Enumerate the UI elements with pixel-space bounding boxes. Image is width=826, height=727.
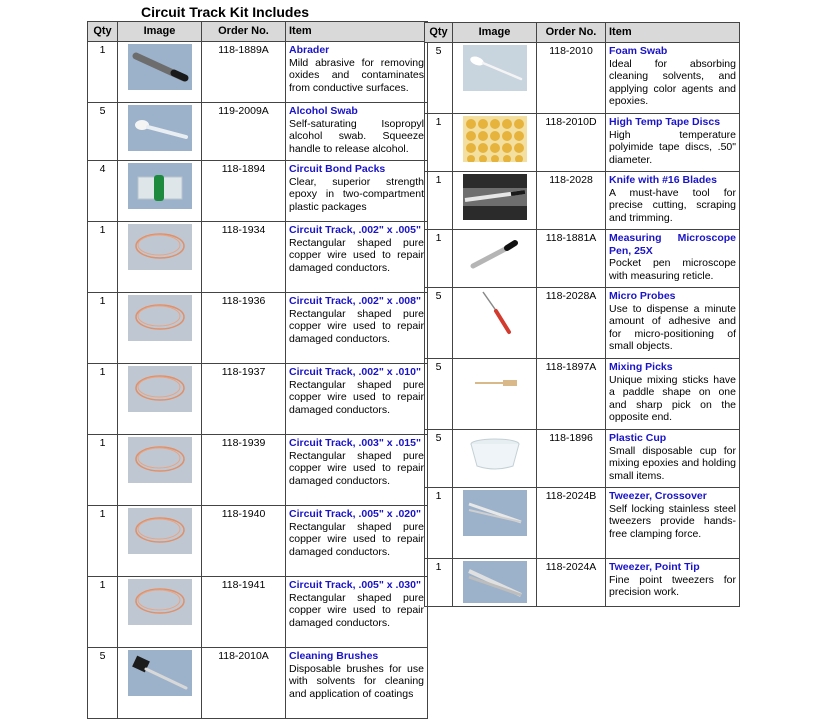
- image-cell: [118, 103, 202, 161]
- table-row: [425, 43, 740, 114]
- kit-table-right: [424, 22, 740, 607]
- order-number-cell: 118-2024B: [537, 488, 606, 559]
- item-description: Rectangular shaped pure copper wire used to repair damaged conductors.: [289, 449, 424, 487]
- kit-table-left: [87, 21, 428, 719]
- item-name: Cleaning Brushes: [289, 650, 379, 662]
- copper-wire-coil-icon: [121, 224, 198, 270]
- page-title: Circuit Track Kit Includes: [141, 4, 310, 20]
- table-row: [88, 364, 428, 435]
- item-name: Abrader: [289, 44, 330, 56]
- qty-cell: 5: [425, 430, 453, 488]
- image-cell: [118, 222, 202, 293]
- item-cell: [606, 430, 740, 488]
- order-number-cell: 118-1889A: [202, 42, 286, 103]
- copper-wire-coil-icon: [121, 437, 198, 483]
- order-number-cell: 118-1941: [202, 577, 286, 648]
- point-tip-tweezer-icon: [456, 561, 533, 603]
- order-header: Order No.: [537, 23, 606, 43]
- order-number-cell: 118-1896: [537, 430, 606, 488]
- qty-cell: 1: [88, 577, 118, 648]
- image-cell: [118, 648, 202, 719]
- table-row: [88, 577, 428, 648]
- item-description: Pocket pen microscope with measuring reticle.: [609, 257, 736, 282]
- order-number-cell: 118-2010D: [537, 114, 606, 172]
- item-cell: [606, 359, 740, 430]
- order-number-cell: 118-1937: [202, 364, 286, 435]
- item-description: High temperature polyimide tape discs, .50" diameter.: [609, 128, 736, 166]
- item-header: Item: [286, 22, 428, 42]
- qty-cell: 1: [425, 230, 453, 288]
- item-name: Circuit Track, .002" x .005": [289, 224, 421, 236]
- image-cell: [453, 43, 537, 114]
- item-name: Tweezer, Point Tip: [609, 561, 700, 573]
- item-cell: [286, 293, 428, 364]
- item-description: Self-saturating Isopropyl alcohol swab. Squeeze handle to release alcohol.: [289, 117, 424, 155]
- item-name: Circuit Track, .002" x .010": [289, 366, 421, 378]
- item-name: Plastic Cup: [609, 432, 667, 444]
- table-row: [88, 42, 428, 103]
- item-description: Rectangular shaped pure copper wire used to repair damaged conductors.: [289, 236, 424, 274]
- qty-cell: 1: [88, 506, 118, 577]
- image-cell: [453, 114, 537, 172]
- qty-cell: 1: [88, 293, 118, 364]
- copper-wire-coil-icon: [121, 579, 198, 625]
- foam-swab-icon: [456, 45, 533, 91]
- item-cell: [606, 230, 740, 288]
- image-header: Image: [453, 23, 537, 43]
- item-description: Rectangular shaped pure copper wire used to repair damaged conductors.: [289, 520, 424, 558]
- item-cell: [286, 648, 428, 719]
- qty-cell: 1: [88, 364, 118, 435]
- qty-cell: 5: [88, 103, 118, 161]
- item-cell: [606, 114, 740, 172]
- epoxy-pack-icon: [121, 163, 198, 209]
- microscope-pen-icon: [456, 232, 533, 278]
- item-cell: [286, 364, 428, 435]
- item-cell: [286, 42, 428, 103]
- abrader-pen-icon: [121, 44, 198, 90]
- item-name: Measuring Microscope Pen, 25X: [609, 232, 736, 257]
- image-cell: [453, 430, 537, 488]
- item-description: Rectangular shaped pure copper wire used to repair damaged conductors.: [289, 591, 424, 629]
- order-number-cell: 118-1934: [202, 222, 286, 293]
- alcohol-swab-icon: [121, 105, 198, 151]
- item-description: Self locking stainless steel tweezers provide hands-free clamping force.: [609, 502, 736, 540]
- order-number-cell: 118-2028A: [537, 288, 606, 359]
- table-row: [425, 559, 740, 607]
- qty-cell: 1: [425, 114, 453, 172]
- item-cell: [606, 288, 740, 359]
- item-description: Fine point tweezers for precision work.: [609, 573, 736, 598]
- qty-cell: 1: [88, 222, 118, 293]
- item-name: Micro Probes: [609, 290, 676, 302]
- item-description: Mild abrasive for removing oxides and contaminates from conductive surfaces.: [289, 56, 424, 94]
- order-number-cell: 118-2024A: [537, 559, 606, 607]
- image-cell: [118, 435, 202, 506]
- table-row: [88, 103, 428, 161]
- order-header: Order No.: [202, 22, 286, 42]
- item-header: Item: [606, 23, 740, 43]
- table-row: [88, 435, 428, 506]
- item-cell: [606, 43, 740, 114]
- image-cell: [118, 161, 202, 222]
- crossover-tweezer-icon: [456, 490, 533, 536]
- table-row: [425, 359, 740, 430]
- item-name: Circuit Bond Packs: [289, 163, 386, 175]
- item-name: Foam Swab: [609, 45, 668, 57]
- item-cell: [286, 222, 428, 293]
- qty-cell: 1: [425, 559, 453, 607]
- item-description: A must-have tool for precise cutting, scraping and trimming.: [609, 186, 736, 224]
- item-name: Circuit Track, .005" x .020": [289, 508, 421, 520]
- tape-discs-icon: [456, 116, 533, 162]
- order-number-cell: 119-2009A: [202, 103, 286, 161]
- image-cell: [118, 577, 202, 648]
- item-description: Use to dispense a minute amount of adhesive and for micro-positioning of small objects.: [609, 302, 736, 352]
- order-number-cell: 118-2010A: [202, 648, 286, 719]
- item-cell: [606, 172, 740, 230]
- item-cell: [286, 435, 428, 506]
- image-cell: [453, 172, 537, 230]
- table-row: [425, 172, 740, 230]
- mixing-pick-icon: [456, 361, 533, 407]
- image-cell: [453, 488, 537, 559]
- table-row: [425, 288, 740, 359]
- plastic-cup-icon: [456, 432, 533, 478]
- item-description: Small disposable cup for mixing epoxies and holding small items.: [609, 444, 736, 482]
- qty-cell: 1: [425, 488, 453, 559]
- item-cell: [286, 506, 428, 577]
- item-cell: [286, 577, 428, 648]
- qty-cell: 1: [425, 172, 453, 230]
- item-cell: [286, 161, 428, 222]
- order-number-cell: 118-2010: [537, 43, 606, 114]
- table-row: [88, 222, 428, 293]
- item-name: Circuit Track, .003" x .015": [289, 437, 421, 449]
- cleaning-brush-icon: [121, 650, 198, 696]
- image-cell: [453, 559, 537, 607]
- table-row: [88, 506, 428, 577]
- order-number-cell: 118-1939: [202, 435, 286, 506]
- header-row: [425, 23, 740, 43]
- item-cell: [606, 488, 740, 559]
- image-cell: [453, 288, 537, 359]
- table-row: [88, 648, 428, 719]
- qty-cell: 5: [425, 288, 453, 359]
- micro-probe-icon: [456, 290, 533, 336]
- table-row: [425, 488, 740, 559]
- item-name: Knife with #16 Blades: [609, 174, 717, 186]
- item-cell: [606, 559, 740, 607]
- table-row: [425, 230, 740, 288]
- qty-cell: 1: [88, 42, 118, 103]
- item-cell: [286, 103, 428, 161]
- image-cell: [118, 42, 202, 103]
- item-name: High Temp Tape Discs: [609, 116, 721, 128]
- item-name: Circuit Track, .005" x .030": [289, 579, 421, 591]
- qty-cell: 4: [88, 161, 118, 222]
- qty-header: Qty: [88, 22, 118, 42]
- qty-cell: 5: [425, 43, 453, 114]
- order-number-cell: 118-1936: [202, 293, 286, 364]
- image-cell: [118, 293, 202, 364]
- table-row: [88, 293, 428, 364]
- item-description: Unique mixing sticks have a paddle shape on one and sharp pick on the opposite end.: [609, 373, 736, 423]
- qty-cell: 1: [88, 435, 118, 506]
- image-cell: [453, 359, 537, 430]
- table-row: [88, 161, 428, 222]
- copper-wire-coil-icon: [121, 508, 198, 554]
- item-name: Alcohol Swab: [289, 105, 358, 117]
- copper-wire-coil-icon: [121, 295, 198, 341]
- image-cell: [453, 230, 537, 288]
- qty-cell: 5: [425, 359, 453, 430]
- item-description: Clear, superior strength epoxy in two-compartment plastic packages: [289, 175, 424, 213]
- table-row: [425, 430, 740, 488]
- image-header: Image: [118, 22, 202, 42]
- item-name: Tweezer, Crossover: [609, 490, 707, 502]
- order-number-cell: 118-1897A: [537, 359, 606, 430]
- table-row: [425, 114, 740, 172]
- qty-cell: 5: [88, 648, 118, 719]
- order-number-cell: 118-1940: [202, 506, 286, 577]
- qty-header: Qty: [425, 23, 453, 43]
- item-name: Circuit Track, .002" x .008": [289, 295, 421, 307]
- item-description: Rectangular shaped pure copper wire used to repair damaged conductors.: [289, 378, 424, 416]
- copper-wire-coil-icon: [121, 366, 198, 412]
- order-number-cell: 118-1894: [202, 161, 286, 222]
- order-number-cell: 118-1881A: [537, 230, 606, 288]
- image-cell: [118, 364, 202, 435]
- item-description: Ideal for absorbing cleaning solvents, and applying color agents and epoxies.: [609, 57, 736, 107]
- order-number-cell: 118-2028: [537, 172, 606, 230]
- hobby-knife-icon: [456, 174, 533, 220]
- header-row: [88, 22, 428, 42]
- item-description: Rectangular shaped pure copper wire used to repair damaged conductors.: [289, 307, 424, 345]
- image-cell: [118, 506, 202, 577]
- item-name: Mixing Picks: [609, 361, 673, 373]
- item-description: Disposable brushes for use with solvents for cleaning and application of coatings: [289, 662, 424, 700]
